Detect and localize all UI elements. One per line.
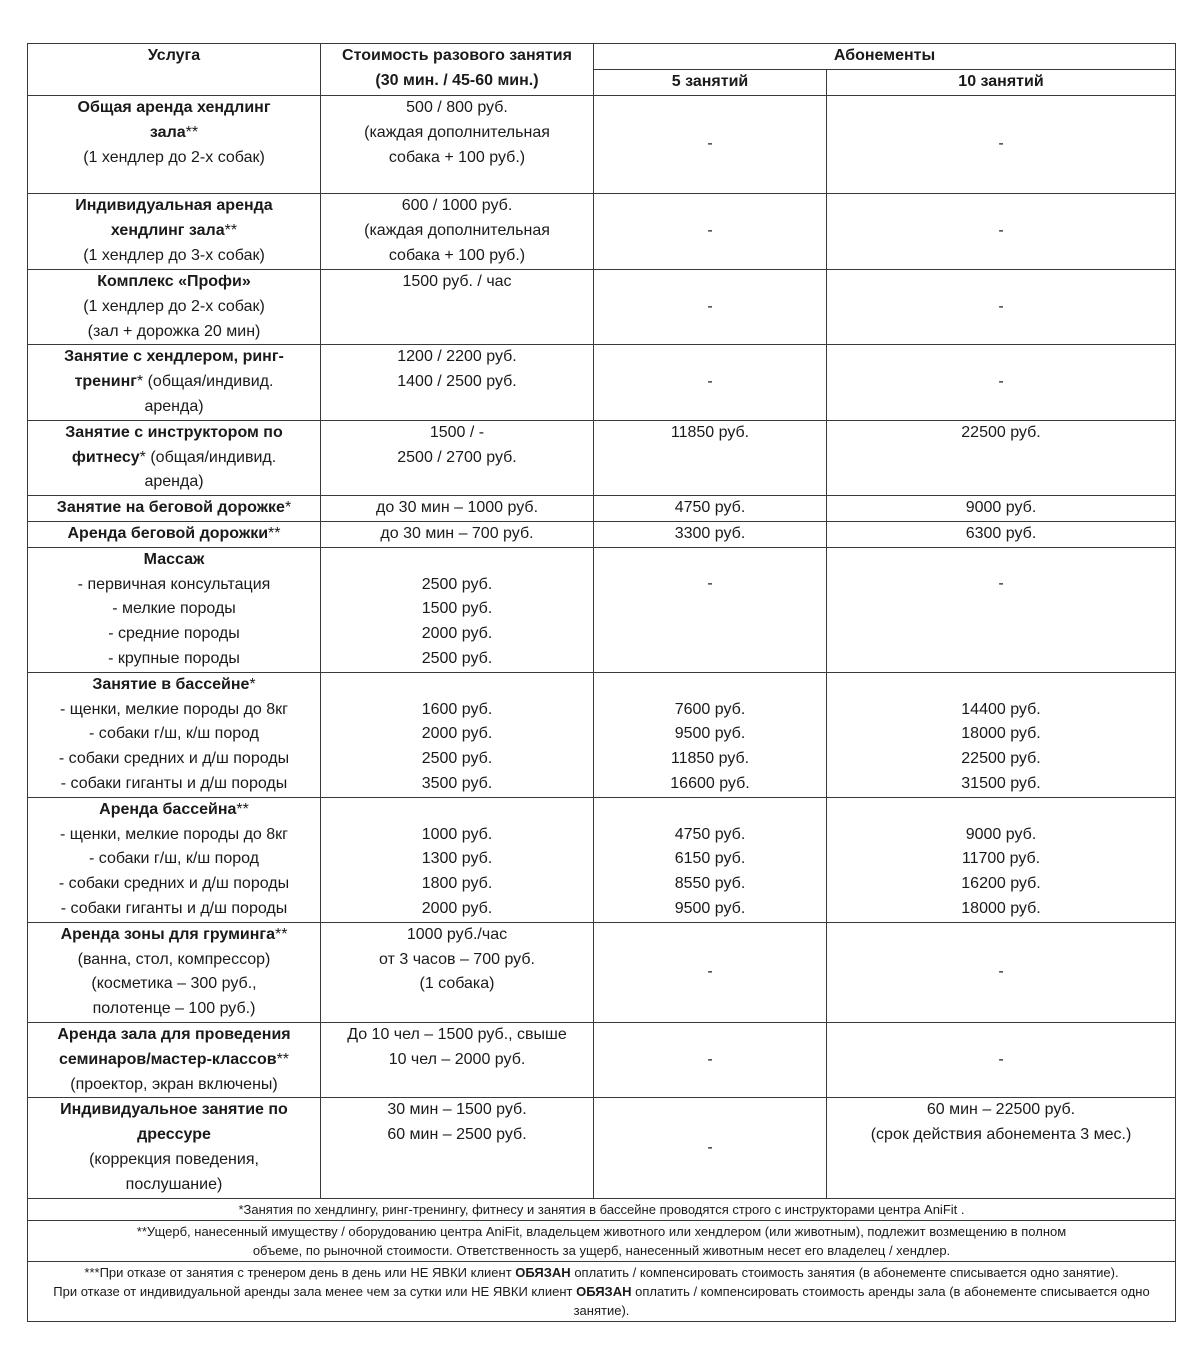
table-row <box>28 547 1176 672</box>
single-price-cell: 600 / 1000 руб. (каждая дополнительная собака + 100 руб.) <box>321 194 594 270</box>
sub-5-cell: 4750 руб. 6150 руб. 8550 руб. 9500 руб. <box>594 797 827 922</box>
single-price-cell: 2500 руб. 1500 руб. 2000 руб. 2500 руб. <box>321 547 594 672</box>
table-row <box>28 194 1176 270</box>
col-header-10-sessions: 10 занятий <box>827 70 1176 96</box>
table-row <box>28 96 1176 194</box>
service-cell: Аренда бассейна** - щенки, мелкие породы до 8кг - собаки г/ш, к/ш пород - собаки средних и д/ш породы - собаки гиганты и д/ш породы <box>28 797 321 922</box>
price-table <box>27 43 1176 1322</box>
table-row <box>28 521 1176 547</box>
footnote-1 <box>28 1198 1176 1220</box>
sub-5-cell: - <box>594 194 827 270</box>
col-header-5-sessions: 5 занятий <box>594 70 827 96</box>
sub-5-cell: 7600 руб. 9500 руб. 11850 руб. 16600 руб. <box>594 672 827 797</box>
single-price-cell: до 30 мин – 1000 руб. <box>321 496 594 522</box>
sub-5-cell: - <box>594 270 827 345</box>
service-cell: Занятие в бассейне* - щенки, мелкие породы до 8кг - собаки г/ш, к/ш пород - собаки средних и д/ш породы - собаки гиганты и д/ш породы <box>28 672 321 797</box>
service-cell: Аренда зоны для груминга** (ванна, стол, компрессор) (косметика – 300 руб., полотенце – 100 руб.) <box>28 922 321 1022</box>
table-row <box>28 420 1176 495</box>
service-cell: Занятие на беговой дорожке* <box>28 496 321 522</box>
sub-10-cell: - <box>827 270 1176 345</box>
footnote-2-text: **Ущерб, нанесенный имуществу / оборудованию центра AniFit, владельцем животного или хендлером (или животным), подлежит возмещению в полном объеме, по рыночной стоимости. Ответственность за ущерб, нанесенный животным несет его владелец / хендлер. <box>28 1220 1176 1261</box>
single-price-cell: До 10 чел – 1500 руб., свыше 10 чел – 2000 руб. <box>321 1022 594 1097</box>
sub-10-cell: - <box>827 345 1176 420</box>
table-row <box>28 797 1176 922</box>
sub-10-cell: 22500 руб. <box>827 420 1176 495</box>
service-cell: Индивидуальная аренда хендлинг зала** (1 хендлер до 3-х собак) <box>28 194 321 270</box>
service-cell: Аренда зала для проведения семинаров/мастер-классов** (проектор, экран включены) <box>28 1022 321 1097</box>
sub-5-cell: - <box>594 96 827 194</box>
footnote-3 <box>28 1261 1176 1321</box>
header-row-1 <box>28 44 1176 70</box>
sub-10-cell: 60 мин – 22500 руб. (срок действия абонемента 3 мес.) <box>827 1098 1176 1198</box>
service-cell: Комплекс «Профи» (1 хендлер до 2-х собак) (зал + дорожка 20 мин) <box>28 270 321 345</box>
service-cell: Занятие с хендлером, ринг- тренинг* (общая/индивид. аренда) <box>28 345 321 420</box>
sub-5-cell: - <box>594 922 827 1022</box>
sub-5-cell: 3300 руб. <box>594 521 827 547</box>
sub-5-cell: - <box>594 1098 827 1198</box>
sub-10-cell: 9000 руб. 11700 руб. 16200 руб. 18000 руб. <box>827 797 1176 922</box>
table-row <box>28 270 1176 345</box>
sub-5-cell: - <box>594 1022 827 1097</box>
single-price-cell: 1000 руб. 1300 руб. 1800 руб. 2000 руб. <box>321 797 594 922</box>
col-header-subscriptions: Абонементы <box>594 44 1176 70</box>
sub-10-cell: 9000 руб. <box>827 496 1176 522</box>
service-cell: Массаж - первичная консультация - мелкие породы - средние породы - крупные породы <box>28 547 321 672</box>
single-price-cell: 1000 руб./час от 3 часов – 700 руб. (1 собака) <box>321 922 594 1022</box>
service-cell: Занятие с инструктором по фитнесу* (общая/индивид. аренда) <box>28 420 321 495</box>
footnote-3-text: ***При отказе от занятия с тренером день в день или НЕ ЯВКИ клиент ОБЯЗАН оплатить / компенсировать стоимость занятия (в абонементе списывается одно занятие). При отказе от индивидуальной аренды зала менее чем за сутки или НЕ ЯВКИ клиент ОБЯЗАН оплатить / компенсировать стоимость аренды зала (в абонементе списывается одно занятие). <box>28 1261 1176 1321</box>
sub-5-cell: 11850 руб. <box>594 420 827 495</box>
sub-10-cell: - <box>827 547 1176 672</box>
sub-10-cell: - <box>827 1022 1176 1097</box>
table-row <box>28 1022 1176 1097</box>
sub-5-cell: - <box>594 345 827 420</box>
col-header-service: Услуга <box>28 44 321 96</box>
single-price-cell: 1200 / 2200 руб. 1400 / 2500 руб. <box>321 345 594 420</box>
sub-10-cell: - <box>827 194 1176 270</box>
service-cell: Аренда беговой дорожки** <box>28 521 321 547</box>
footnote-2 <box>28 1220 1176 1261</box>
table-row <box>28 922 1176 1022</box>
sub-10-cell: 6300 руб. <box>827 521 1176 547</box>
sub-10-cell: 14400 руб. 18000 руб. 22500 руб. 31500 руб. <box>827 672 1176 797</box>
footnote-1-text: *Занятия по хендлингу, ринг-тренингу, фитнесу и занятия в бассейне проводятся строго с инструкторами центра AniFit . <box>28 1198 1176 1220</box>
col-header-single-price: Стоимость разового занятия (30 мин. / 45-60 мин.) <box>321 44 594 96</box>
table-row <box>28 1098 1176 1198</box>
single-price-cell: 500 / 800 руб. (каждая дополнительная собака + 100 руб.) <box>321 96 594 194</box>
service-cell: Общая аренда хендлинг зала** (1 хендлер до 2-х собак) <box>28 96 321 194</box>
sub-5-cell: - <box>594 547 827 672</box>
single-price-cell: 1600 руб. 2000 руб. 2500 руб. 3500 руб. <box>321 672 594 797</box>
single-price-cell: 1500 руб. / час <box>321 270 594 345</box>
single-price-cell: 30 мин – 1500 руб. 60 мин – 2500 руб. <box>321 1098 594 1198</box>
sub-10-cell: - <box>827 96 1176 194</box>
service-cell: Индивидуальное занятие по дрессуре (коррекция поведения, послушание) <box>28 1098 321 1198</box>
sub-5-cell: 4750 руб. <box>594 496 827 522</box>
table-row <box>28 496 1176 522</box>
table-row <box>28 345 1176 420</box>
table-row <box>28 672 1176 797</box>
single-price-cell: до 30 мин – 700 руб. <box>321 521 594 547</box>
single-price-cell: 1500 / - 2500 / 2700 руб. <box>321 420 594 495</box>
sub-10-cell: - <box>827 922 1176 1022</box>
